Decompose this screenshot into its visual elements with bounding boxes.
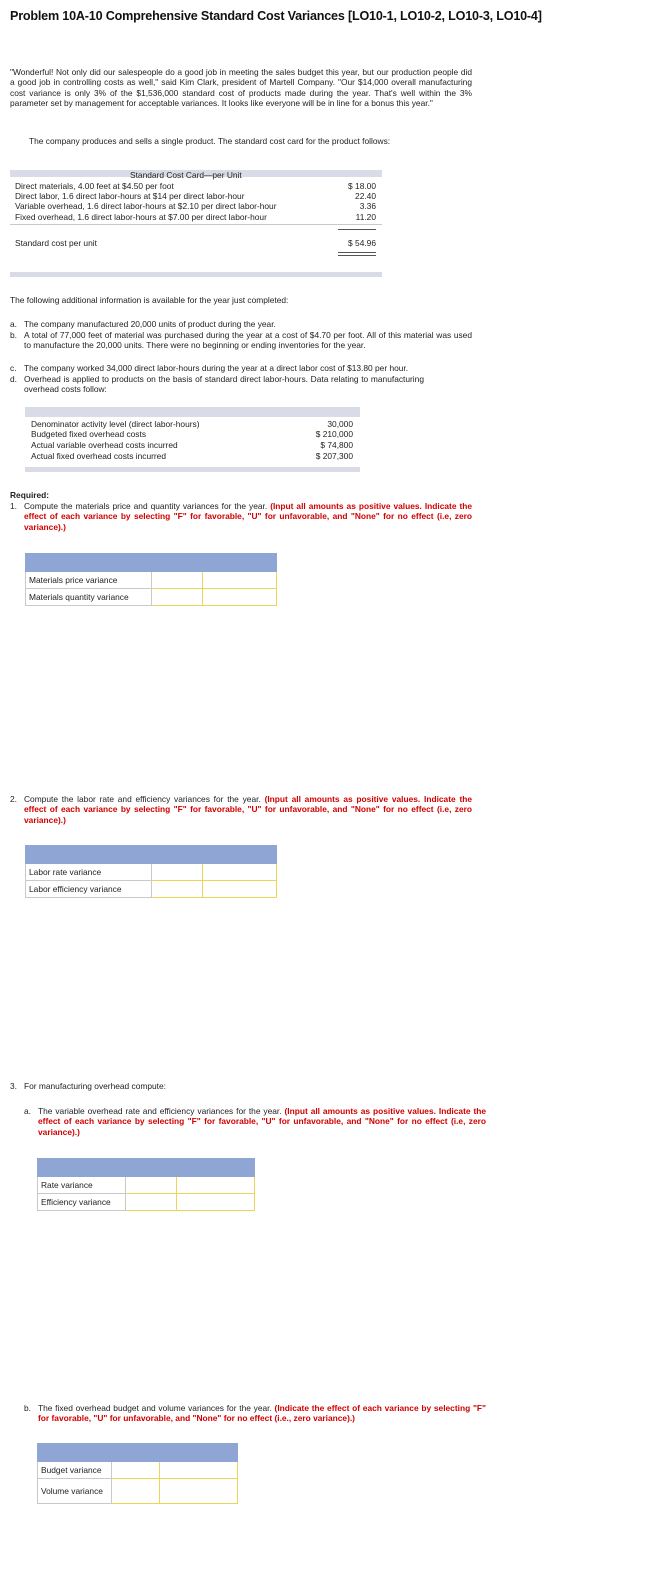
cost-card-row-label: Direct labor, 1.6 direct labor-hours at $14 per direct labor-hour xyxy=(15,191,245,201)
list-text: Overhead is applied to products on the basis of standard direct labor-hours. Data relating to manufacturing overhead costs follow: xyxy=(24,374,424,395)
overhead-row-label: Actual fixed overhead costs incurred xyxy=(31,451,167,461)
question-text: For manufacturing overhead compute: xyxy=(24,1081,166,1091)
instruction-note: (Input all amounts as positive values. Indicate the effect of each variance by selecting "F" for favorable, "U" for unfavorable, and "None" for no effect (i.e, zero variance).) xyxy=(24,794,473,825)
question-text: The variable overhead rate and efficiency variances for the year. xyxy=(38,1106,282,1116)
effect-select[interactable] xyxy=(176,1177,254,1194)
overhead-band-bottom xyxy=(25,467,360,472)
effect-select[interactable] xyxy=(159,1462,237,1479)
amount-input[interactable] xyxy=(126,1177,176,1194)
cost-card-row-label: Fixed overhead, 1.6 direct labor-hours at $7.00 per direct labor-hour xyxy=(15,212,267,222)
list-marker: a. xyxy=(10,319,17,329)
list-text: A total of 77,000 feet of material was purchased during the year at a cost of $4.70 per foot. All of this material was used to manufacture the 20,000 units. There were no beginning or ending inventories for the year. xyxy=(24,330,472,351)
intro-paragraph: "Wonderful! Not only did our salespeople do a good job in meeting the sales budget this year, but our production people did a good job in controlling costs as well," said Kim Clark, president of Martell Company. "Our $14,000 overall manufacturing cost variance is only 3% of the $1,536,000 standard cost of products made during the year. That's well within the 3% parameter set by management for acceptable variances. It looks like everyone will be in line for a bonus this year." xyxy=(10,67,472,109)
question-number: 1. xyxy=(10,501,17,511)
header-cell xyxy=(152,846,203,864)
answer-table-q3a xyxy=(37,1158,255,1211)
header-cell xyxy=(38,1444,112,1462)
question-text: The fixed overhead budget and volume variances for the year. xyxy=(38,1403,272,1413)
row-label: Materials quantity variance xyxy=(26,589,152,606)
overhead-band-top xyxy=(25,407,360,417)
list-marker: c. xyxy=(10,363,17,373)
row-label: Materials price variance xyxy=(26,572,152,589)
instruction-note: (Input all amounts as positive values. Indicate the effect of each variance by selecting "F" for favorable, "U" for unfavorable, and "None" for no effect (i.e, zero variance).) xyxy=(38,1106,487,1137)
row-label: Rate variance xyxy=(38,1177,126,1194)
effect-select[interactable] xyxy=(202,864,276,881)
row-label: Budget variance xyxy=(38,1462,112,1479)
instruction-note: (Input all amounts as positive values. Indicate the effect of each variance by selecting "F" for favorable, "U" for unfavorable, and "None" for no effect (i.e, zero variance).) xyxy=(24,501,473,532)
question-number: a. xyxy=(24,1106,31,1116)
amount-input[interactable] xyxy=(152,589,203,606)
effect-select[interactable] xyxy=(159,1479,237,1504)
question-text: Compute the labor rate and efficiency variances for the year. xyxy=(24,794,261,804)
list-text: The company worked 34,000 direct labor-hours during the year at a direct labor cost of $13.80 per hour. xyxy=(24,363,409,373)
header-cell xyxy=(202,554,276,572)
question-number: 2. xyxy=(10,794,17,804)
header-cell xyxy=(111,1444,159,1462)
cost-card-heading: Standard Cost Card—per Unit xyxy=(130,170,242,180)
list-marker: b. xyxy=(10,330,17,340)
cost-card-row-value: 3.36 xyxy=(359,201,376,211)
row-divider xyxy=(10,224,382,225)
effect-select[interactable] xyxy=(202,881,276,898)
header-cell xyxy=(126,1159,176,1177)
header-cell xyxy=(159,1444,237,1462)
amount-input[interactable] xyxy=(152,864,203,881)
effect-select[interactable] xyxy=(176,1194,254,1211)
row-label: Labor rate variance xyxy=(26,864,152,881)
cost-card-total-value: $ 54.96 xyxy=(348,238,376,248)
double-rule xyxy=(338,252,376,253)
header-cell xyxy=(152,554,203,572)
amount-input[interactable] xyxy=(126,1194,176,1211)
row-label: Labor efficiency variance xyxy=(26,881,152,898)
required-heading: Required: xyxy=(10,490,50,500)
amount-input[interactable] xyxy=(111,1479,159,1504)
overhead-row-value: 30,000 xyxy=(327,419,353,429)
instruction-note: (Indicate the effect of each variance by selecting "F" for favorable, "U" for unfavorable, and "None" for no effect (i.e., zero variance).) xyxy=(38,1403,486,1424)
overhead-row-label: Denominator activity level (direct labor-hours) xyxy=(31,419,200,429)
additional-info-intro: The following additional information is available for the year just completed: xyxy=(10,295,289,305)
row-label: Efficiency variance xyxy=(38,1194,126,1211)
cost-card-row-label: Direct materials, 4.00 feet at $4.50 per foot xyxy=(15,181,174,191)
cost-card-row-label: Variable overhead, 1.6 direct labor-hours at $2.10 per direct labor-hour xyxy=(15,201,277,211)
header-cell xyxy=(202,846,276,864)
effect-select[interactable] xyxy=(202,572,276,589)
header-cell xyxy=(176,1159,254,1177)
overhead-row-value: $ 207,300 xyxy=(315,451,353,461)
question-text: Compute the materials price and quantity variances for the year. xyxy=(24,501,268,511)
cost-card-band-bottom xyxy=(10,272,382,277)
overhead-row-label: Budgeted fixed overhead costs xyxy=(31,429,147,439)
double-rule xyxy=(338,255,376,256)
question-number: b. xyxy=(24,1403,31,1413)
cost-card-total-label: Standard cost per unit xyxy=(15,238,97,248)
overhead-row-value: $ 210,000 xyxy=(315,429,353,439)
amount-input[interactable] xyxy=(111,1462,159,1479)
effect-select[interactable] xyxy=(202,589,276,606)
product-description: The company produces and sells a single product. The standard cost card for the product follows: xyxy=(29,136,391,146)
cost-card-row-value: $ 18.00 xyxy=(348,181,376,191)
header-cell xyxy=(26,554,152,572)
subtotal-rule xyxy=(338,229,376,230)
overhead-row-label: Actual variable overhead costs incurred xyxy=(31,440,178,450)
header-cell xyxy=(26,846,152,864)
question-number: 3. xyxy=(10,1081,17,1091)
answer-table-q2 xyxy=(25,845,277,898)
row-label: Volume variance xyxy=(38,1479,112,1504)
answer-table-q1 xyxy=(25,553,277,606)
list-text: The company manufactured 20,000 units of product during the year. xyxy=(24,319,276,329)
cost-card-row-value: 11.20 xyxy=(355,212,376,222)
header-cell xyxy=(38,1159,126,1177)
answer-table-q3b xyxy=(37,1443,238,1504)
amount-input[interactable] xyxy=(152,572,203,589)
overhead-row-value: $ 74,800 xyxy=(320,440,353,450)
amount-input[interactable] xyxy=(152,881,203,898)
cost-card-row-value: 22.40 xyxy=(355,191,376,201)
page-title: Problem 10A-10 Comprehensive Standard Cost Variances [LO10-1, LO10-2, LO10-3, LO10-4] xyxy=(10,9,542,23)
list-marker: d. xyxy=(10,374,17,384)
